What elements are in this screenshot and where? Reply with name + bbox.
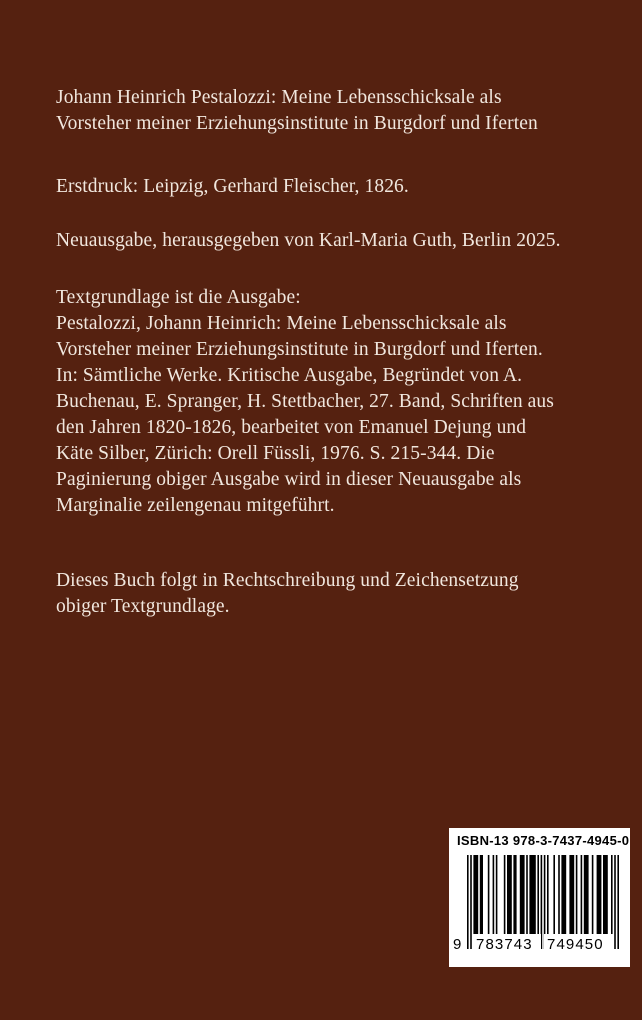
barcode-digits-right: 749450 [547,936,604,953]
source-line-7: Käte Silber, Zürich: Orell Füssli, 1976. S. 215-344. Die [56,443,495,464]
source-line-9: Marginalie zeilengenau mitgeführt. [56,495,335,516]
source-text-block [56,285,636,519]
barcode-bar-1 [470,855,472,949]
title-line-1: Johann Heinrich Pestalozzi: Meine Lebensschicksale als [56,87,502,108]
barcode-lead-digit: 9 [453,936,462,953]
source-line-2: Pestalozzi, Johann Heinrich: Meine Lebensschicksale als [56,313,507,334]
new-edition-note [56,228,636,254]
first-edition-line: Erstdruck: Leipzig, Gerhard Fleischer, 1826. [56,176,409,197]
isbn-barcode-box [449,828,630,967]
isbn-label: ISBN-13 978-3-7437-4945-0 [457,833,630,848]
new-edition-line: Neuausgabe, herausgegeben von Karl-Maria Guth, Berlin 2025. [56,230,561,251]
source-line-1: Textgrundlage ist die Ausgabe: [56,287,301,308]
barcode-digits-left: 783743 [476,936,533,953]
first-edition-note [56,174,636,200]
title-block [56,85,636,137]
barcode-bar-29 [617,855,619,949]
orthography-line-1: Dieses Buch folgt in Rechtschreibung und Zeichensetzung [56,570,519,591]
orthography-line-2: obiger Textgrundlage. [56,596,230,617]
orthography-note [56,568,636,620]
source-line-3: Vorsteher meiner Erziehungsinstitute in Burgdorf und Iferten. [56,339,543,360]
source-line-6: den Jahren 1820-1826, bearbeitet von Emanuel Dejung und [56,417,527,438]
source-line-5: Buchenau, E. Spranger, H. Stettbacher, 27. Band, Schriften aus [56,391,554,412]
title-line-2: Vorsteher meiner Erziehungsinstitute in Burgdorf und Iferten [56,113,538,134]
barcode-bar-0 [467,855,469,949]
source-line-8: Paginierung obiger Ausgabe wird in dieser Neuausgabe als [56,469,522,490]
source-line-4: In: Sämtliche Werke. Kritische Ausgabe, Begründet von A. [56,365,523,386]
barcode-bar-28 [614,855,616,949]
